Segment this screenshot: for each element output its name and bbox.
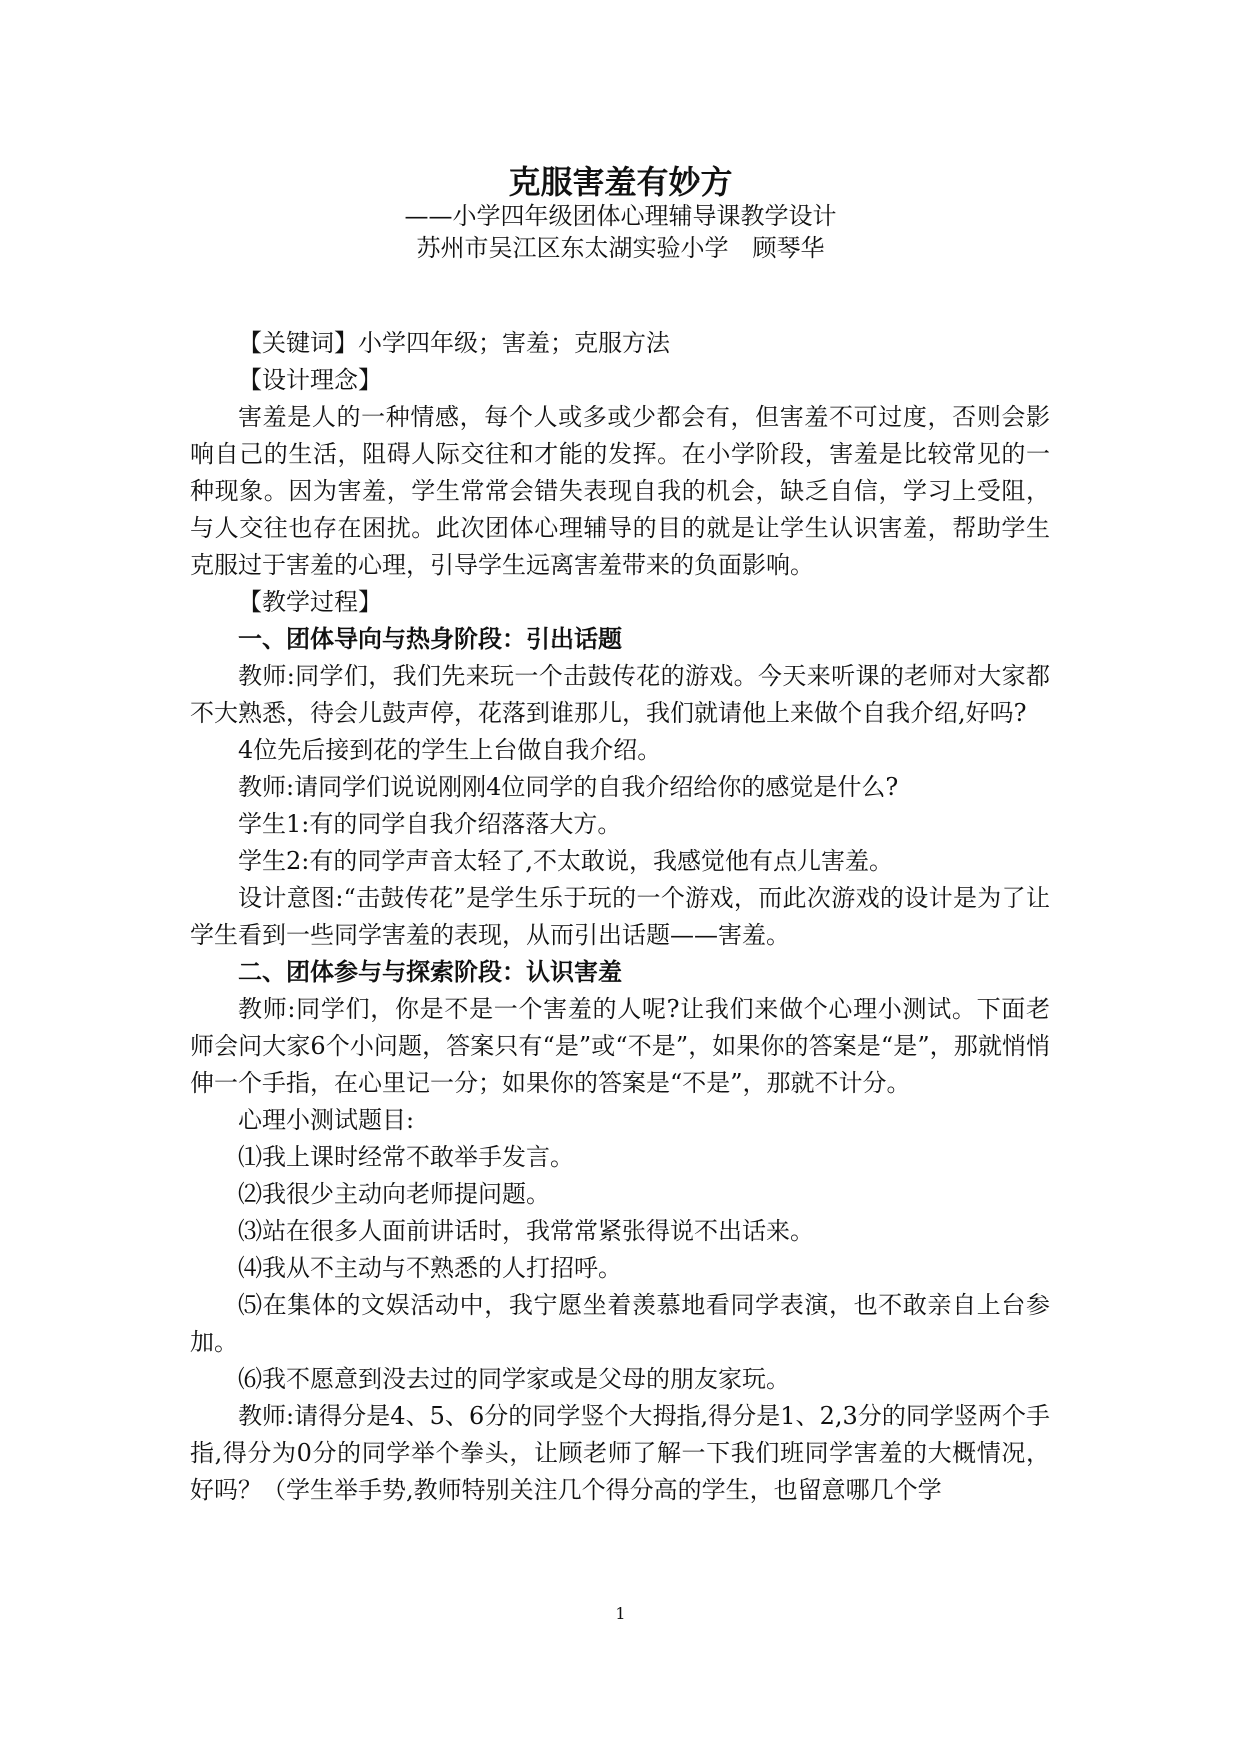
paragraph-score-gesture: 教师:请得分是4、5、6分的同学竖个大拇指,得分是1、2,3分的同学竖两个手指,得分为0分的同学举个拳头，让顾老师了解一下我们班同学害羞的大概情况，好吗？（学生举手势,教师特别关注几个得分高的学生，也留意哪几个学: [190, 1402, 1050, 1504]
section-heading-teaching-process: 【教学过程】: [238, 588, 382, 616]
paragraph-student-2: 学生2:有的同学声音太轻了,不太敢说，我感觉他有点儿害羞。: [238, 847, 893, 875]
paragraph-self-intro: 4位先后接到花的学生上台做自我介绍。: [238, 736, 662, 764]
test-item-3: ⑶站在很多人面前讲话时，我常常紧张得说不出话来。: [238, 1217, 814, 1245]
paragraph-design-intent: 设计意图:“击鼓传花”是学生乐于玩的一个游戏，而此次游戏的设计是为了让学生看到一些同学害羞的表现，从而引出话题——害羞。: [190, 884, 1050, 949]
document-subtitle: ——小学四年级团体心理辅导课教学设计: [404, 202, 837, 230]
paragraph-test-title: 心理小测试题目:: [238, 1106, 415, 1134]
test-item-5: ⑸在集体的文娱活动中，我宁愿坐着羡慕地看同学表演，也不敢亲自上台参加。: [190, 1291, 1050, 1356]
section-heading-stage-two: 二、团体参与与探索阶段：认识害羞: [238, 958, 622, 986]
page-number: 1: [615, 1604, 626, 1623]
paragraph-teacher-game: 教师:同学们，我们先来玩一个击鼓传花的游戏。今天来听课的老师对大家都不大熟悉，待会儿鼓声停，花落到谁那儿，我们就请他上来做个自我介绍,好吗?: [190, 662, 1050, 727]
keywords-line: 【关键词】小学四年级；害羞；克服方法: [238, 329, 670, 357]
paragraph-design-concept: 害羞是人的一种情感，每个人或多或少都会有，但害羞不可过度，否则会影响自己的生活，阻碍人际交往和才能的发挥。在小学阶段，害羞是比较常见的一种现象。因为害羞，学生常常会错失表现自我的机会，缺乏自信，学习上受阻，与人交往也存在困扰。此次团体心理辅导的目的就是让学生认识害羞，帮助学生克服过于害羞的心理，引导学生远离害羞带来的负面影响。: [190, 403, 1050, 579]
document-title: 克服害羞有妙方: [508, 163, 733, 201]
document-body: [190, 325, 1050, 1509]
paragraph-psych-test-intro: 教师:同学们，你是不是一个害羞的人呢?让我们来做个心理小测试。下面老师会问大家6个小问题，答案只有“是”或“不是”，如果你的答案是“是”，那就悄悄伸一个手指，在心里记一分；如果你的答案是“不是”，那就不计分。: [190, 995, 1050, 1097]
test-item-1: ⑴我上课时经常不敢举手发言。: [238, 1143, 574, 1171]
author-line: 苏州市吴江区东太湖实验小学 顾琴华: [416, 234, 825, 262]
section-heading-design-concept: 【设计理念】: [238, 366, 382, 394]
test-item-6: ⑹我不愿意到没去过的同学家或是父母的朋友家玩。: [238, 1365, 790, 1393]
paragraph-student-1: 学生1:有的同学自我介绍落落大方。: [238, 810, 622, 838]
test-item-2: ⑵我很少主动向老师提问题。: [238, 1180, 550, 1208]
section-heading-stage-one: 一、团体导向与热身阶段：引出话题: [238, 625, 622, 653]
paragraph-teacher-question: 教师:请同学们说说刚刚4位同学的自我介绍给你的感觉是什么?: [238, 773, 899, 801]
test-item-4: ⑷我从不主动与不熟悉的人打招呼。: [238, 1254, 622, 1282]
